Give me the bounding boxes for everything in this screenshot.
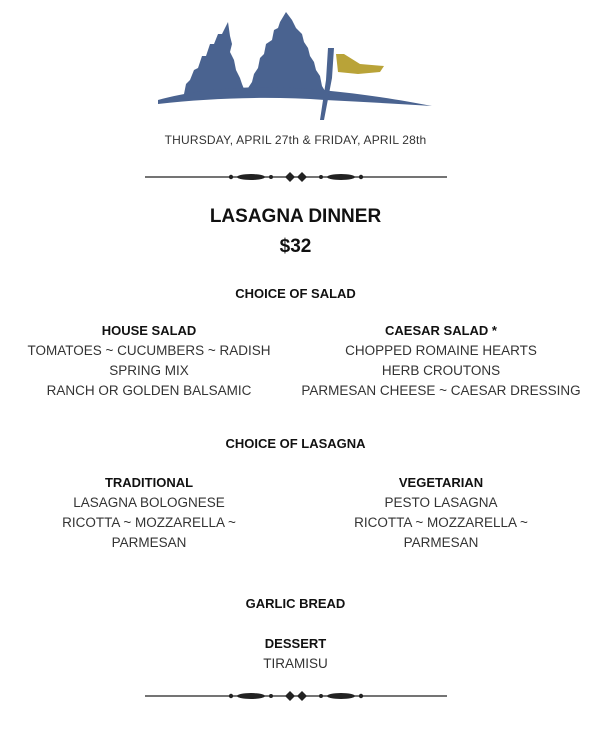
vegetarian-lasagna-block <box>296 473 586 553</box>
house-salad-line: TOMATOES ~ CUCUMBERS ~ RADISH <box>27 343 271 358</box>
dessert-block <box>0 634 591 674</box>
caesar-salad-name: CAESAR SALAD * <box>385 323 497 338</box>
dessert-item: TIRAMISU <box>263 656 328 671</box>
dessert-heading: DESSERT <box>264 636 327 651</box>
caesar-salad-line: HERB CROUTONS <box>381 363 501 378</box>
menu-title: LASAGNA DINNER <box>209 206 382 227</box>
house-salad-line: SPRING MIX <box>109 363 189 378</box>
vegetarian-lasagna-name: VEGETARIAN <box>398 475 484 490</box>
traditional-lasagna-name: TRADITIONAL <box>104 475 194 490</box>
traditional-lasagna-block <box>4 473 294 553</box>
caesar-salad-line: CHOPPED ROMAINE HEARTS <box>345 343 537 358</box>
house-salad-name: HOUSE SALAD <box>101 323 197 338</box>
event-date: THURSDAY, APRIL 27th & FRIDAY, APRIL 28th <box>164 133 427 147</box>
traditional-lasagna-line: RICOTTA ~ MOZZARELLA ~ <box>62 515 236 530</box>
menu-price: $32 <box>279 236 312 257</box>
garlic-bread-heading: GARLIC BREAD <box>245 596 346 611</box>
house-salad-block <box>4 321 294 401</box>
traditional-lasagna-line: PARMESAN <box>111 535 187 550</box>
vegetarian-lasagna-line: PESTO LASAGNA <box>384 495 498 510</box>
house-salad-line: RANCH OR GOLDEN BALSAMIC <box>46 383 252 398</box>
caesar-salad-line: PARMESAN CHEESE ~ CAESAR DRESSING <box>301 383 581 398</box>
traditional-lasagna-line: LASAGNA BOLOGNESE <box>73 495 225 510</box>
caesar-salad-block <box>296 321 586 401</box>
salad-heading: CHOICE OF SALAD <box>235 286 356 301</box>
lasagna-heading: CHOICE OF LASAGNA <box>225 436 366 451</box>
ornamental-divider-bottom <box>145 689 447 703</box>
vegetarian-lasagna-line: RICOTTA ~ MOZZARELLA ~ <box>354 515 528 530</box>
vegetarian-lasagna-line: PARMESAN <box>403 535 479 550</box>
pine-trees-golf-flag-logo <box>150 8 440 128</box>
ornamental-divider-top <box>145 170 447 184</box>
